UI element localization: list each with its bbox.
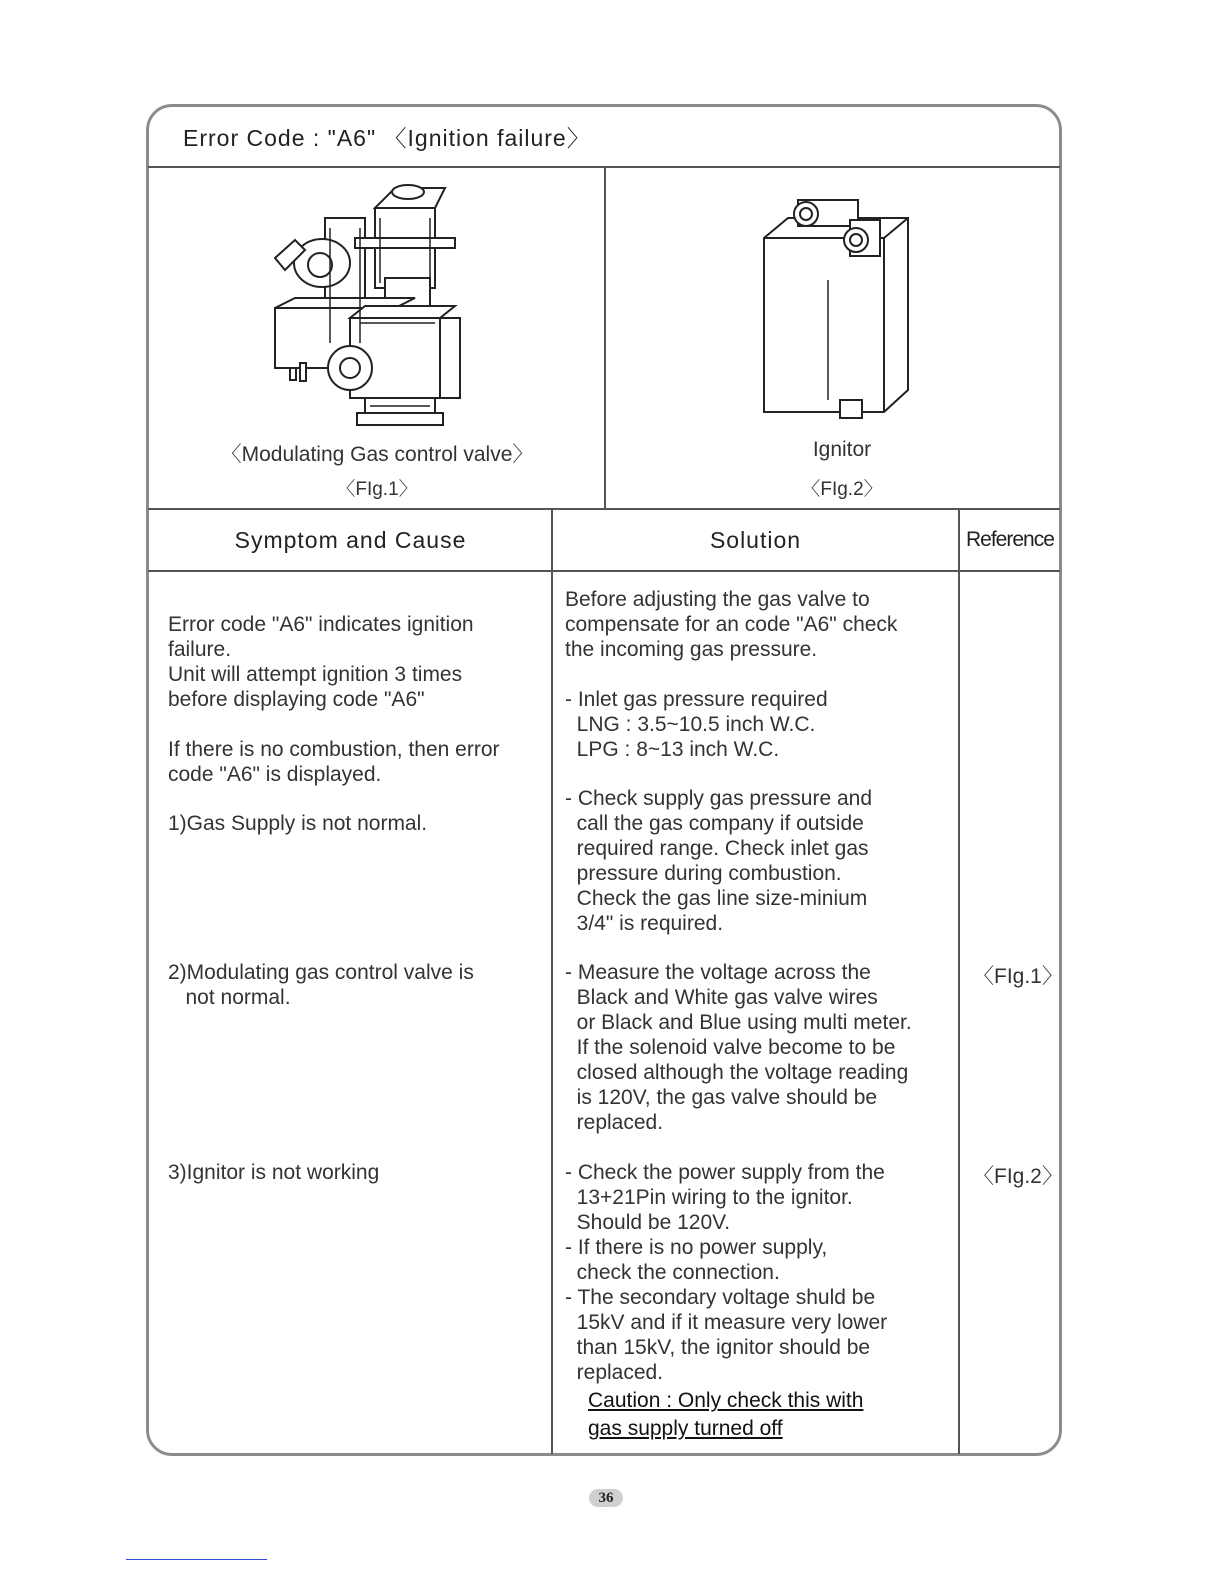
figure-bottom-divider <box>148 508 1060 510</box>
figure-2-caption: Ignitor <box>812 438 872 461</box>
figure-1-label: 〈FIg.1〉 <box>336 479 418 500</box>
header-reference: Reference <box>966 528 1054 551</box>
reference-row-3: 〈FIg.2〉 <box>973 1165 1063 1188</box>
ignitor-drawing <box>758 190 918 425</box>
footer-line <box>126 1559 267 1560</box>
gas-valve-drawing <box>265 178 475 428</box>
header-symptom: Symptom and Cause <box>234 527 467 553</box>
cause-row-2: 2)Modulating gas control valve is not normal. <box>168 961 474 1009</box>
reference-row-2: 〈FIg.1〉 <box>973 965 1063 988</box>
solution-row-2: - Measure the voltage across the Black and White gas valve wires or Black and Blue using multi meter. If the solenoid valve become to be closed although the voltage reading is 120V, the gas valve should be replaced. <box>565 961 912 1134</box>
figure-2-label: 〈FIg.2〉 <box>801 479 883 500</box>
cause-row-1: 1)Gas Supply is not normal. <box>168 812 428 835</box>
symptom-intro: Error code "A6" indicates ignition failure. Unit will attempt ignition 3 times before displaying code "A6" If there is no combustion, then error code "A6" is displayed. <box>168 613 500 786</box>
cause-row-3: 3)Ignitor is not working <box>168 1161 380 1184</box>
figure-1-caption: 〈Modulating Gas control valve〉 <box>220 443 534 466</box>
solution-row-1: - Check supply gas pressure and call the gas company if outside required range. Check inlet gas pressure during combustion. Check the gas line size-minium 3/4" is required. <box>565 787 872 935</box>
column-divider-solution <box>551 509 553 1454</box>
header-row-divider <box>148 570 1060 572</box>
caution-note: Caution : Only check this with gas supply turned off <box>588 1389 864 1440</box>
page-number: 36 <box>589 1489 623 1507</box>
solution-row-3: - Check the power supply from the 13+21Pin wiring to the ignitor. Should be 120V. - If there is no power supply, check the connection. - The secondary voltage shuld be 15kV and if it measure very lower than 15kV, the ignitor should be replaced. <box>565 1161 888 1384</box>
solution-intro: Before adjusting the gas valve to compensate for an code "A6" check the incoming gas pressure. - Inlet gas pressure required LNG : 3.5~10.5 inch W.C. LPG : 8~13 inch W.C. <box>565 588 898 761</box>
column-divider-reference <box>958 509 960 1454</box>
header-solution: Solution <box>709 527 802 553</box>
page-title: Error Code : "A6" 〈Ignition failure〉 <box>183 125 591 151</box>
